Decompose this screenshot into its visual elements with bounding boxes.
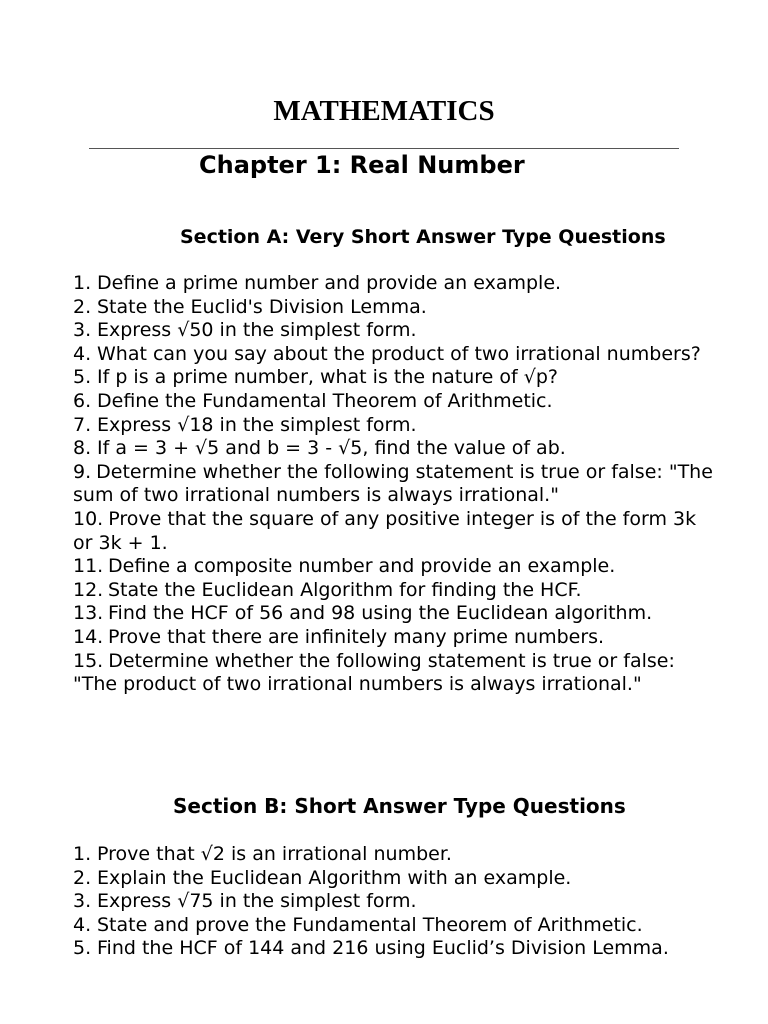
question-item <box>73 602 713 626</box>
question-text: Explain the Euclidean Algorithm with an example. <box>97 866 572 889</box>
question-text: State and prove the Fundamental Theorem of Arithmetic. <box>97 913 643 936</box>
question-item <box>73 461 713 508</box>
chapter-heading: Chapter 1: Real Number <box>199 151 525 179</box>
question-text: Express √50 in the simplest form. <box>97 319 417 342</box>
question-text: Define the Fundamental Theorem of Arithmetic. <box>97 389 553 412</box>
section-b-question-list <box>73 843 713 961</box>
question-item <box>73 843 713 867</box>
question-number: 13. <box>73 602 104 625</box>
section-a-question-list <box>73 272 713 697</box>
question-text: Prove that √2 is an irrational number. <box>97 843 452 865</box>
question-item <box>73 414 713 438</box>
question-number: 14. <box>73 625 104 648</box>
question-text: Determine whether the following statement is true or false: "The product of two irrational numbers is always irrational." <box>73 649 675 696</box>
question-text: Define a prime number and provide an example. <box>97 272 562 294</box>
question-text: Express √18 in the simplest form. <box>97 413 417 436</box>
question-item <box>73 579 713 603</box>
question-item <box>73 890 713 914</box>
question-text: Determine whether the following statement is true or false: "The sum of two irrational numbers is always irrational." <box>73 460 713 507</box>
question-number: 4. <box>73 913 92 936</box>
question-number: 1. <box>73 272 92 294</box>
question-text: What can you say about the product of two irrational numbers? <box>97 342 701 365</box>
question-text: State the Euclidean Algorithm for finding the HCF. <box>108 578 582 601</box>
question-text: Prove that there are infinitely many prime numbers. <box>108 625 605 648</box>
question-text: Find the HCF of 144 and 216 using Euclid’s Division Lemma. <box>97 937 669 960</box>
question-number: 2. <box>73 295 92 318</box>
question-number: 12. <box>73 578 104 601</box>
question-number: 5. <box>73 937 92 960</box>
question-item <box>73 296 713 320</box>
question-number: 8. <box>73 437 92 460</box>
question-number: 11. <box>73 555 104 578</box>
question-text: Find the HCF of 56 and 98 using the Euclidean algorithm. <box>108 602 653 625</box>
question-number: 10. <box>73 507 104 530</box>
question-item <box>73 390 713 414</box>
question-number: 4. <box>73 342 92 365</box>
question-item <box>73 867 713 891</box>
question-item <box>73 343 713 367</box>
question-item <box>73 508 713 555</box>
question-number: 9. <box>73 460 92 483</box>
question-item <box>73 650 713 697</box>
question-item <box>73 319 713 343</box>
question-text: If a = 3 + √5 and b = 3 - √5, find the value of ab. <box>97 437 566 460</box>
question-number: 6. <box>73 389 92 412</box>
question-text: Define a composite number and provide an example. <box>108 555 616 578</box>
question-item <box>73 937 713 961</box>
document-title: MATHEMATICS <box>273 95 495 127</box>
question-number: 7. <box>73 413 92 436</box>
question-number: 15. <box>73 649 104 672</box>
question-item <box>73 914 713 938</box>
question-item <box>73 272 713 296</box>
question-text: Prove that the square of any positive integer is of the form 3k or 3k + 1. <box>73 507 697 554</box>
question-item <box>73 626 713 650</box>
question-number: 3. <box>73 319 92 342</box>
question-number: 5. <box>73 366 92 389</box>
section-a-heading: Section A: Very Short Answer Type Questions <box>180 226 666 248</box>
question-item <box>73 555 713 579</box>
question-number: 2. <box>73 866 92 889</box>
question-text: Express √75 in the simplest form. <box>97 890 417 913</box>
section-b-heading: Section B: Short Answer Type Questions <box>173 794 626 818</box>
question-number: 1. <box>73 843 92 865</box>
question-item <box>73 437 713 461</box>
question-text: If p is a prime number, what is the nature of √p? <box>97 366 559 389</box>
question-item <box>73 366 713 390</box>
question-number: 3. <box>73 890 92 913</box>
question-text: State the Euclid's Division Lemma. <box>97 295 427 318</box>
